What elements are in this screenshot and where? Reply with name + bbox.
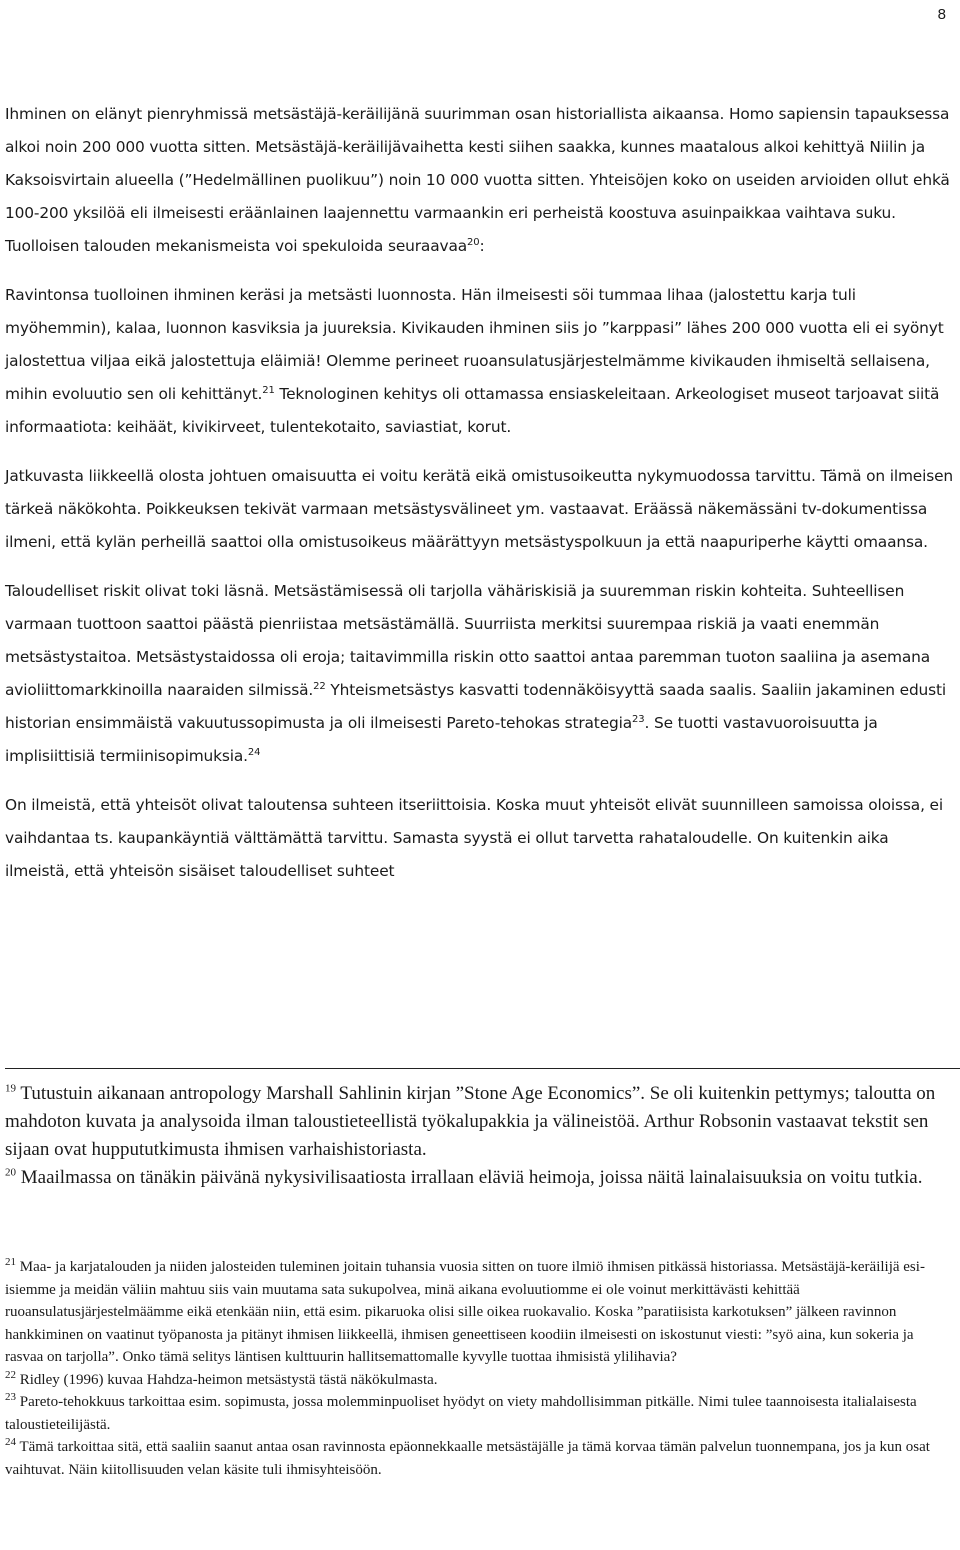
footnote-separator	[5, 1068, 960, 1069]
paragraph-text: :	[479, 237, 485, 255]
paragraph-1	[5, 98, 955, 263]
footnote-number: 21	[5, 1256, 16, 1268]
paragraph-text: Teknologinen kehitys oli ottamassa ensiaskeleitaan. Arkeologiset museot tarjoavat siitä informaatiota: keihäät, kivikirveet, tulentekotaito, saviastiat, korut.	[5, 385, 940, 436]
footnote-23	[5, 1391, 955, 1436]
paragraph-text: Yhteismetsästys kasvatti todennäköisyyttä saada saalis. Saaliin jakaminen edusti historian ensimmäistä vakuutussopimusta ja oli ilmeisesti Pareto-tehokas strategia	[5, 681, 947, 732]
footnote-ref-20[interactable]: 20	[467, 236, 480, 248]
footnote-number: 20	[5, 1166, 16, 1179]
footnote-ref-22[interactable]: 22	[313, 680, 326, 692]
footnote-24	[5, 1436, 955, 1481]
footnote-number: 22	[5, 1368, 16, 1381]
footnote-text: Pareto-tehokkuus tarkoittaa esim. sopimusta, jossa molemminpuoliset hyödyt on viety mahdollisimman pitkälle. Nimi tulee taannoisesta italialaisesta taloustieteilijästä.	[5, 1394, 917, 1433]
paragraph-text: Ihminen on elänyt pienryhmissä metsästäjä-keräilijänä suurimman osan historiallista aikaansa. Homo sapiensin tapauksessa alkoi noin 200 000 vuotta sitten. Metsästäjä-keräilijävaihetta kesti siihen saakka, kunnes maatalous alkoi kehittyä Niilin ja Kaksoisvirtain alueella (”Hedelmällinen puolikuu”) noin 10 000 vuotta sitten. Yhteisöjen koko on useiden arvioiden ollut ehkä 100-200 yksilöä eli ilmeisesti eräänlainen laajennettu varmaankin eri perheistä koostuva asuinpaikkaa vaihtava suku. Tuolloisen talouden mekanismeista voi spekuloida seuraavaa	[5, 105, 950, 255]
footnote-20	[5, 1164, 955, 1192]
footnote-text: Maa- ja karjatalouden ja niiden jalosteiden tuleminen joitain tuhansia vuosia sitten on tuore ilmiö ihmisen pitkässä historiassa. Metsästäjä-keräilijä esi-isiemme ja meidän väliin mahtuu siis vain muutama sata sukupolvea, minä aikana evoluutiomme ei ole voinut merkittävästi kehittää ruoansulatusjärjestelmäämme eikä etenkään niin, että esim. pikaruoka olisi sille oikea ruokavalio. Koska ”paratiisista karkotuksen” jälkeen ravinnon hankkiminen on vaatinut työpanosta ja pitänyt ihmisen liikkeellä, ihmisen geneettiseen koodiin ilmeisesti on iskostunut viesti: ”syö aina, kun sokeria ja rasvaa on tarjolla”. Onko tämä selitys läntisen kulttuurin hallitsemattomalle kyvylle tuottaa ihmisistä ylilihavia?	[5, 1259, 925, 1365]
paragraph-4	[5, 575, 955, 773]
page-number: 8	[937, 6, 946, 23]
footnotes-large	[5, 1080, 955, 1192]
footnote-text: Tutustuin aikanaan antropology Marshall Sahlinin kirjan ”Stone Age Economics”. Se oli kuitenkin pettymys; taloutta on mahdoton kuvata ja analysoida ilman taloustieteellistä työkalupakkia ja välineistöä. Arthur Robsonin vastaavat tekstit sen sijaan ovat huppututkimusta ihmisen varhaishistoriasta.	[5, 1083, 936, 1160]
footnote-number: 24	[5, 1436, 16, 1448]
paragraph-5	[5, 789, 955, 888]
footnote-text: Tämä tarkoittaa sitä, että saaliin saanut antaa osan ravinnosta epäonnekkaalle metsästäjälle ja tämä korvaa tämän palvelun tuonnempana, jos ja kun osat vaihtuvat. Näin kiitollisuuden velan käsite tuli ihmisyhteisöön.	[5, 1439, 930, 1478]
footnote-21	[5, 1256, 955, 1369]
footnotes-small	[5, 1256, 955, 1481]
paragraph-text: Jatkuvasta liikkeellä olosta johtuen omaisuutta ei voitu kerätä eikä omistusoikeutta nykymuodossa tarvittu. Tämä on ilmeisen tärkeä näkökohta. Poikkeuksen tekivät varmaan metsästysvälineet ym. vastaavat. Eräässä näkemässäni tv-dokumentissa ilmeni, että kylän perheillä saattoi olla omistusoikeus määrättyyn metsästyspolkuun ja että naapuriperhe käytti omaansa.	[5, 467, 954, 551]
footnote-ref-23[interactable]: 23	[632, 713, 645, 725]
paragraph-3	[5, 460, 955, 559]
paragraph-2	[5, 279, 955, 444]
footnote-19	[5, 1080, 955, 1164]
footnote-text: Ridley (1996) kuvaa Hahdza-heimon metsästystä tästä näkökulmasta.	[16, 1371, 438, 1388]
footnote-text: Maailmassa on tänäkin päivänä nykysivilisaatiosta irrallaan eläviä heimoja, joissa näitä lainalaisuuksia on voitu tutkia.	[16, 1167, 923, 1188]
paragraph-text: . Se tuotti vastavuoroisuutta ja implisiittisiä termiinisopimuksia.	[5, 714, 878, 765]
paragraph-text: On ilmeistä, että yhteisöt olivat taloutensa suhteen itseriittoisia. Koska muut yhteisöt elivät suunnilleen samoissa oloissa, ei vaihdantaa ts. kaupankäyntiä välttämättä tarvittu. Samasta syystä ei ollut tarvetta rahataloudelle. On kuitenkin aika ilmeistä, että yhteisön sisäiset taloudelliset suhteet	[5, 796, 943, 880]
paragraph-text: Ravintonsa tuolloinen ihminen keräsi ja metsästi luonnosta. Hän ilmeisesti söi tummaa lihaa (jalostettu karja tuli myöhemmin), kalaa, luonnon kasviksia ja juureksia. Kivikauden ihminen siis jo ”karppasi” lähes 200 000 vuotta eli ei syönyt jalostettua viljaa eikä jalostettuja eläimiä! Olemme perineet ruoansulatusjärjestelmämme kivikauden ihmiseltä sellaisena, mihin evoluutio sen oli kehittänyt.	[5, 286, 944, 403]
footnote-number: 23	[5, 1391, 16, 1403]
footnote-22	[5, 1369, 955, 1392]
footnote-number: 19	[5, 1082, 16, 1095]
paragraph-text: Taloudelliset riskit olivat toki läsnä. Metsästämisessä oli tarjolla vähäriskisiä ja suuremman riskin kohteita. Suhteellisen varmaan tuottoon saattoi päästä pienriistaa metsästämällä. Suurriista merkitsi suurempaa riskiä ja vaati enemmän metsästystaitoa. Metsästystaidossa oli eroja; taitavimmilla riskin otto saattoi antaa paremman tuoton saaliina ja asemana avioliittomarkkinoilla naaraiden silmissä.	[5, 582, 931, 699]
footnote-ref-24[interactable]: 24	[247, 746, 261, 758]
body-text	[5, 98, 955, 888]
footnote-ref-21[interactable]: 21	[262, 384, 275, 396]
